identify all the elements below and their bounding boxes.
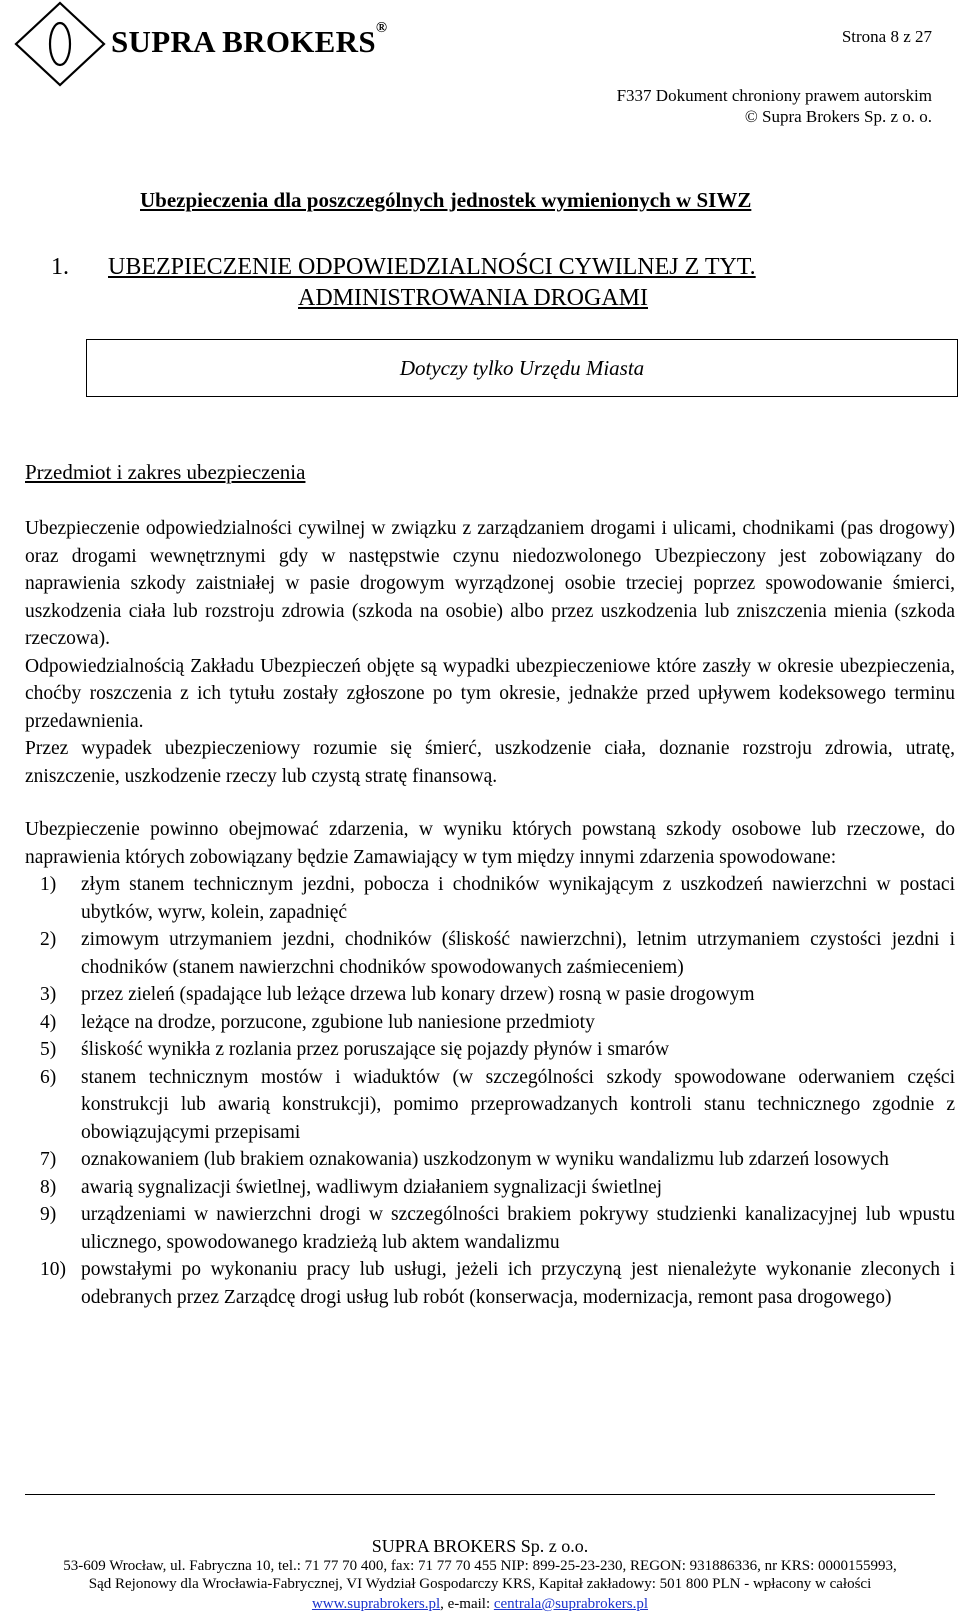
list-item: 4) leżące na drodze, porzucone, zgubione lub naniesione przedmioty	[40, 1011, 595, 1033]
siwz-heading: Ubezpieczenia dla poszczególnych jednostek wymienionych w SIWZ	[140, 188, 752, 212]
list-item: 9) urządzeniami w nawierzchni drogi w szczególności brakiem pokrywy studzienki kanalizacyjnej lub wpustu ulicznego, spowodowanego kradzieżą lub aktem wandalizmu	[40, 1204, 955, 1253]
supra-brokers-logo-icon	[12, 0, 108, 88]
section-title-line-1: UBEZPIECZENIE ODPOWIEDZIALNOŚCI CYWILNEJ Z TYT.	[108, 254, 756, 280]
list-item: 2) zimowym utrzymaniem jezdni, chodników (śliskość nawierzchni), letnim utrzymaniem czystości jezdni i chodników (stanem nawierzchni chodników spowodowanych zaśmieceniem)	[40, 929, 955, 978]
list-item: 10) powstałymi po wykonaniu pracy lub usługi, jeżeli ich przyczyną jest nienależyte wykonanie zleconych i odebranych przez Zarządcę drogi usług lub robót (konserwacja, modernizacja, remont pasa drogowego)	[40, 1259, 955, 1308]
scope-box	[86, 339, 958, 397]
footer-company: SUPRA BROKERS Sp. z o.o.	[371, 1536, 589, 1556]
footer-divider	[25, 1494, 935, 1495]
footer-address: 53-609 Wrocław, ul. Fabryczna 10, tel.: 71 77 70 400, fax: 71 77 70 455 NIP: 899-25-23-230, REGON: 931886336, nr KRS: 0000155993,	[63, 1558, 897, 1574]
section-number: 1.	[51, 254, 69, 280]
events-list	[25, 871, 955, 1311]
document-body	[25, 515, 955, 1311]
paragraph-events: Ubezpieczenie powinno obejmować zdarzenia, w wyniku których powstaną szkody osobowe lub rzeczowe, do naprawienia których zobowiązany będzie Zamawiający w tym między innymi zdarzenia spowodowane:	[25, 819, 955, 868]
paragraph-definition: Przez wypadek ubezpieczeniowy rozumie się śmierć, uszkodzenie ciała, doznanie rozstroju zdrowia, utratę, zniszczenie, uszkodzenie rzeczy lub czystą stratę finansową.	[25, 738, 955, 787]
list-item: 8) awarią sygnalizacji świetlnej, wadliwym działaniem sygnalizacji świetlnej	[40, 1176, 663, 1198]
scope-text: Dotyczy tylko Urzędu Miasta	[399, 355, 645, 380]
document-code: F337 Dokument chroniony prawem autorskim	[616, 86, 932, 105]
registered-mark: ®	[375, 20, 388, 36]
website-link[interactable]: www.suprabrokers.pl	[311, 1596, 441, 1612]
list-item: 7) oznakowaniem (lub brakiem oznakowania) uszkodzonym w wyniku wandalizmu lub zdarzeń losowych	[40, 1149, 889, 1170]
paragraph-scope: Ubezpieczenie odpowiedzialności cywilnej w związku z zarządzaniem drogami i ulicami, chodnikami (pas drogowy) oraz drogami wewnętrznymi gdy w następstwie czynu niedozwolonego Ubezpieczony jest zobowiązany do naprawienia szkody zaistniałej w pasie drogowym wyrządzonej osobie trzeciej poprzez spowodowanie śmierci, uszkodzenia ciała lub rozstroju zdrowia (szkoda na osobie) albo przez uszkodzenia lub zniszczenia mienia (szkoda rzeczowa).	[25, 518, 955, 649]
brand-name: SUPRA BROKERS®	[111, 20, 388, 59]
footer-court: Sąd Rejonowy dla Wrocławia-Fabrycznej, VI Wydział Gospodarczy KRS, Kapitał zakładowy: 501 800 PLN - wpłacony w całości	[88, 1576, 872, 1592]
list-item: 6) stanem technicznym mostów i wiaduktów (w szczególności szkody spowodowane oderwaniem części konstrukcji lub awarią konstrukcji), pomimo przeprowadzanych kontroli stanu technicznego zgodnie z obowiązującymi przepisami	[40, 1066, 955, 1143]
email-link[interactable]: centrala@suprabrokers.pl	[493, 1596, 649, 1612]
page-number: Strona 8 z 27	[841, 27, 932, 46]
list-item: 5) śliskość wynikła z rozlania przez poruszające się pojazdy płynów i smarów	[40, 1039, 670, 1060]
subject-heading: Przedmiot i zakres ubezpieczenia	[25, 460, 306, 484]
paragraph-liability: Odpowiedzialnością Zakładu Ubezpieczeń objęte są wypadki ubezpieczeniowe które zaszły w okresie ubezpieczenia, choćby roszczenia z ich tytułu zostały zgłoszone po tym okresie, jednakże przed upływem kodeksowego terminu przedawnienia.	[25, 655, 955, 732]
list-item: 1) złym stanem technicznym jezdni, pobocza i chodników wynikającym z uszkodzeń nawierzchni w postaci ubytków, wyrw, kolein, zapadnięć	[40, 874, 955, 923]
section-title	[51, 252, 756, 283]
footer-contact: www.suprabrokers.pl, e-mail: centrala@suprabrokers.pl	[311, 1596, 649, 1612]
list-item: 3) przez zieleń (spadające lub leżące drzewa lub konary drzew) rosną w pasie drogowym	[40, 984, 755, 1005]
section-title-line-2: ADMINISTROWANIA DROGAMI	[298, 285, 648, 311]
copyright-notice: © Supra Brokers Sp. z o. o.	[744, 107, 932, 126]
